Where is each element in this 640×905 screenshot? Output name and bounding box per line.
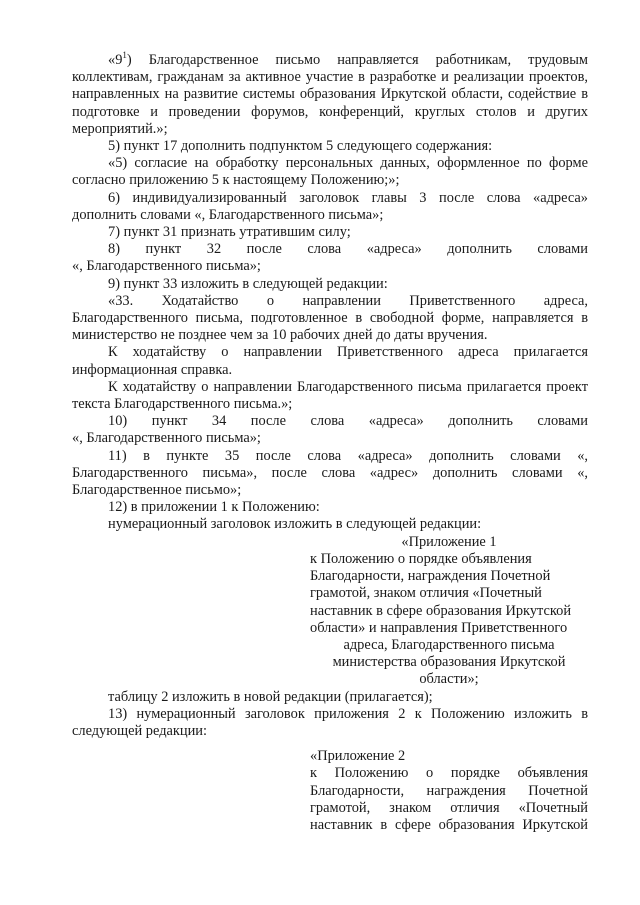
paragraph-11: 11) в пункте 35 после слова «адреса» дополнить словами «, Благодарственного письма», после слова «адрес» дополнить словами «, Благодарственное письмо»;	[72, 447, 588, 499]
appendix-2-line: наставник в сфере образования Иркутской	[310, 816, 588, 833]
appendix-1-line: наставник в сфере образования Иркутской	[310, 602, 572, 619]
appendix-2-line: грамотой, знаком отличия «Почетный	[310, 799, 588, 816]
spacer	[72, 740, 588, 748]
paragraph-9: 9) пункт 33 изложить в следующей редакции:	[108, 275, 388, 292]
paragraph-33-info: К ходатайству о направлении Приветственного адреса прилагается информационная справка.	[72, 344, 588, 378]
appendix-1-line: к Положению о порядке объявления	[310, 550, 532, 567]
paragraph-9-1	[72, 52, 588, 138]
paragraph-12-sub: нумерационный заголовок изложить в следующей редакции:	[108, 516, 482, 533]
paragraph-5-sub: «5) согласие на обработку персональных данных, оформленное по форме согласно приложению 5 к настоящему Положению;»;	[72, 155, 588, 189]
paragraph-7: 7) пункт 31 признать утратившим силу;	[108, 224, 351, 241]
paragraph-8-line-1: 8) пункт 32 после слова «адреса» дополнить словами	[108, 241, 588, 258]
paragraph-10-line-2: «, Благодарственного письма»;	[72, 430, 261, 447]
appendix-1-line: Благодарности, награждения Почетной	[310, 568, 551, 585]
appendix-2-block	[310, 748, 588, 834]
paragraph-33-letter: К ходатайству о направлении Благодарственного письма прилагается проект текста Благодарственного письма.»;	[72, 378, 588, 413]
paragraph-33-body: Благодарственного письма, подготовленное в свободной форме, направляется в министерство не позднее чем за 10 рабочих дней до даты вручения.	[72, 310, 588, 344]
appendix-1-line: адреса, Благодарственного письма	[343, 636, 555, 653]
paragraph-12: 12) в приложении 1 к Положению:	[108, 499, 320, 516]
paragraph-33-line-1: «33. Ходатайство о направлении Приветственного адреса,	[108, 292, 588, 309]
paragraph-6: 6) индивидуализированный заголовок главы 3 после слова «адреса» дополнить словами «, Благодарственного письма»;	[72, 189, 588, 223]
appendix-1-line: области» и направления Приветственного	[310, 619, 568, 636]
paragraph-9-1-open: «9	[108, 52, 123, 68]
appendix-1-line: «Приложение 1	[401, 533, 497, 550]
document-page	[72, 52, 588, 834]
appendix-1-line: грамотой, знаком отличия «Почетный	[310, 585, 542, 602]
table-2-paragraph: таблицу 2 изложить в новой редакции (прилагается);	[108, 688, 433, 705]
appendix-2-line: Благодарности, награждения Почетной	[310, 782, 588, 799]
appendix-1-line: области»;	[419, 671, 479, 688]
paragraph-9-1-text: ) Благодарственное письмо направляется работникам, трудовым коллективам, гражданам за активное участие в разработке и реализации проектов, направленных на развитие системы образования Иркутской области, содействие в подготовке и проведении форумов, конференций, круглых столов и других мероприятий.»;	[72, 52, 588, 137]
paragraph-13: 13) нумерационный заголовок приложения 2 к Положению изложить в следующей редакции:	[72, 705, 588, 739]
appendix-2-line: к Положению о порядке объявления	[310, 765, 588, 782]
paragraph-8-line-2: «, Благодарственного письма»;	[72, 258, 261, 275]
appendix-2-line: «Приложение 2	[310, 748, 406, 765]
superscript: 1	[122, 50, 127, 61]
paragraph-10-line-1: 10) пункт 34 после слова «адреса» дополнить словами	[108, 413, 588, 430]
appendix-1-line: министерства образования Иркутской	[332, 654, 566, 671]
appendix-1-block	[310, 534, 588, 689]
paragraph-5: 5) пункт 17 дополнить подпунктом 5 следующего содержания:	[108, 138, 493, 155]
